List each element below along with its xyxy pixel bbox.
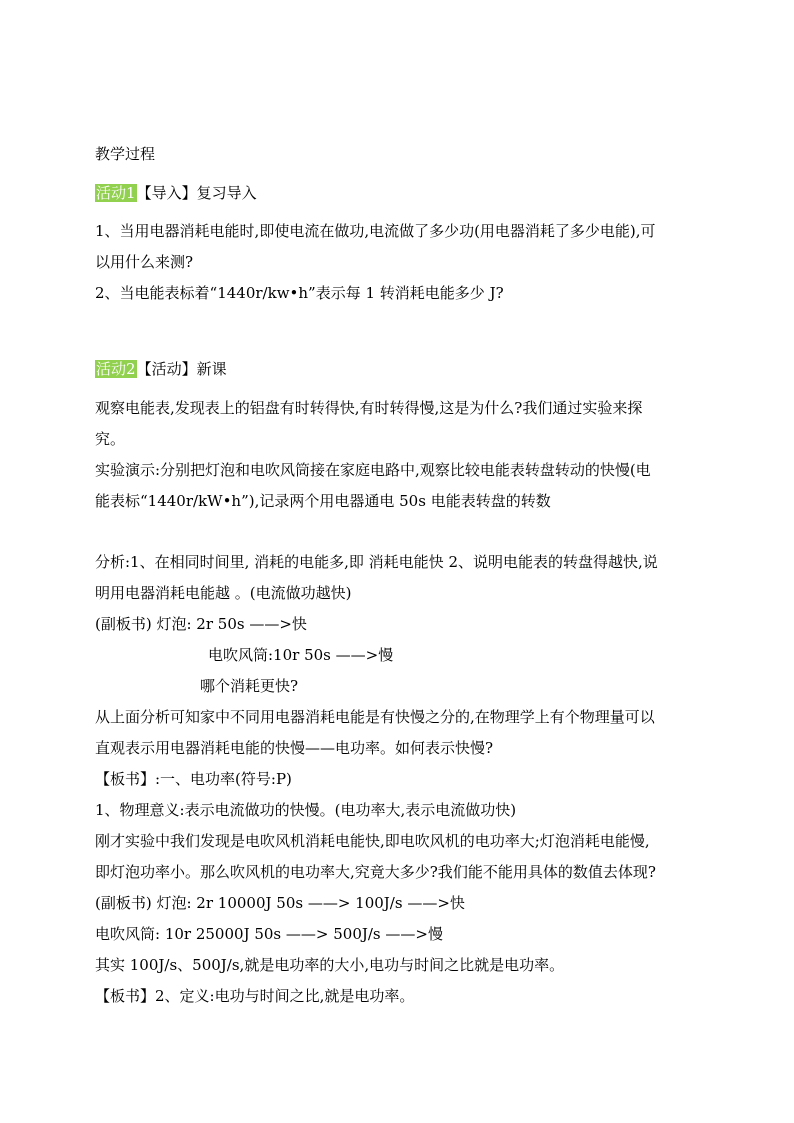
- paragraph-line: 从上面分析可知家中不同用电器消耗电能是有快慢之分的,在物理学上有个物理量可以: [95, 708, 655, 726]
- paragraph-line: 即灯泡功率小。那么吹风机的电功率大,究竟大多少?我们能不能用具体的数值去体现?: [95, 863, 656, 881]
- activity-1-title: 【导入】复习导入: [136, 184, 257, 202]
- activity-2-badge: [95, 360, 137, 378]
- activity-2-title: 【活动】新课: [136, 360, 227, 378]
- activity-2-badge-num: 2: [126, 360, 136, 378]
- paragraph-line: 明用电器消耗电能越 。(电流做功越快): [95, 584, 352, 602]
- paragraph-line: 其实 100J/s、500J/s,就是电功率的大小,电功与时间之比就是电功率。: [95, 956, 565, 974]
- activity-1-badge-num: 1: [126, 184, 136, 202]
- paragraph-line: 1、物理意义:表示电流做功的快慢。(电功率大,表示电流做功快): [95, 801, 517, 819]
- paragraph-line: (副板书) 灯泡: 2r 10000J 50s ——> 100J/s ——>快: [95, 894, 465, 912]
- activity-2-heading: [95, 359, 227, 379]
- paragraph-line: 2、当电能表标着“1440r/kw•h”表示每 1 转消耗电能多少 J?: [95, 284, 504, 302]
- activity-1-badge-word: 活动: [96, 184, 127, 202]
- paragraph-line: 究。: [95, 430, 126, 448]
- paragraph-line: 以用什么来测?: [95, 253, 194, 271]
- activity-1-heading: [95, 183, 257, 203]
- paragraph-line: 实验演示:分别把灯泡和电吹风筒接在家庭电路中,观察比较电能表转盘转动的快慢(电: [95, 461, 651, 479]
- paragraph-line: 直观表示用电器消耗电能的快慢——电功率。如何表示快慢?: [95, 739, 494, 757]
- activity-1-badge: [95, 184, 137, 202]
- paragraph-line: 电吹风筒: 10r 25000J 50s ——> 500J/s ——>慢: [95, 925, 443, 943]
- paragraph-line: (副板书) 灯泡: 2r 50s ——>快: [95, 615, 307, 633]
- paragraph-line: 观察电能表,发现表上的铝盘有时转得快,有时转得慢,这是为什么?我们通过实验来探: [95, 399, 643, 417]
- paragraph-line: 【板书】:一、电功率(符号:P): [95, 770, 292, 788]
- paragraph-line-indented: 哪个消耗更快?: [200, 677, 299, 695]
- section-heading: 教学过程: [95, 145, 156, 163]
- activity-2-badge-word: 活动: [96, 360, 127, 378]
- paragraph-line: 能表标“1440r/kW•h”),记录两个用电器通电 50s 电能表转盘的转数: [95, 492, 551, 510]
- paragraph-line: 刚才实验中我们发现是电吹风机消耗电能快,即电吹风机的电功率大;灯泡消耗电能慢,: [95, 832, 650, 850]
- paragraph-line: 1、当用电器消耗电能时,即使电流在做功,电流做了多少功(用电器消耗了多少电能),可: [95, 222, 656, 240]
- paragraph-line: 分析:1、在相同时间里, 消耗的电能多,即 消耗电能快 2、说明电能表的转盘得越快,说: [95, 553, 658, 571]
- paragraph-line: 【板书】2、定义:电功与时间之比,就是电功率。: [95, 987, 415, 1005]
- paragraph-line-indented: 电吹风筒:10r 50s ——>慢: [208, 646, 394, 664]
